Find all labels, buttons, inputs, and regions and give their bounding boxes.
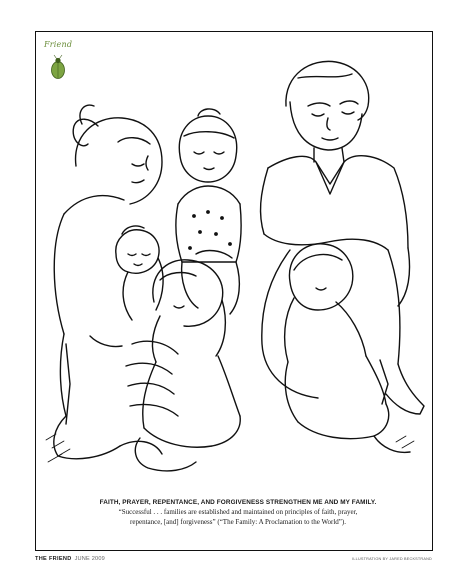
caption-block <box>60 498 416 527</box>
logo-wordmark: Friend <box>44 40 73 49</box>
standing-daughter-figure <box>176 109 241 314</box>
family-prayer-illustration <box>36 44 432 484</box>
kneeling-girl-figure <box>285 244 410 453</box>
caption-quote-line-1: “Successful . . . families are established and maintained on principles of faith, prayer, <box>118 508 358 516</box>
caption-title: FAITH, PRAYER, REPENTANCE, AND FORGIVENESS STRENGTHEN ME AND MY FAMILY. <box>99 499 377 506</box>
issue-date: JUNE 2009 <box>74 556 105 562</box>
caption-quote-line-2: repentance, [and] forgiveness” (“The Family: A Proclamation to the World”). <box>130 518 346 526</box>
footer-magazine-info <box>35 556 105 562</box>
illustration-credit: ILLUSTRATION BY JARED BECKSTRAND <box>352 557 432 561</box>
kneeling-boy-figure <box>126 260 240 471</box>
mother-figure <box>54 105 162 459</box>
father-figure <box>261 61 424 414</box>
magazine-name: THE FRIEND <box>35 556 72 562</box>
baby-figure <box>116 226 163 320</box>
